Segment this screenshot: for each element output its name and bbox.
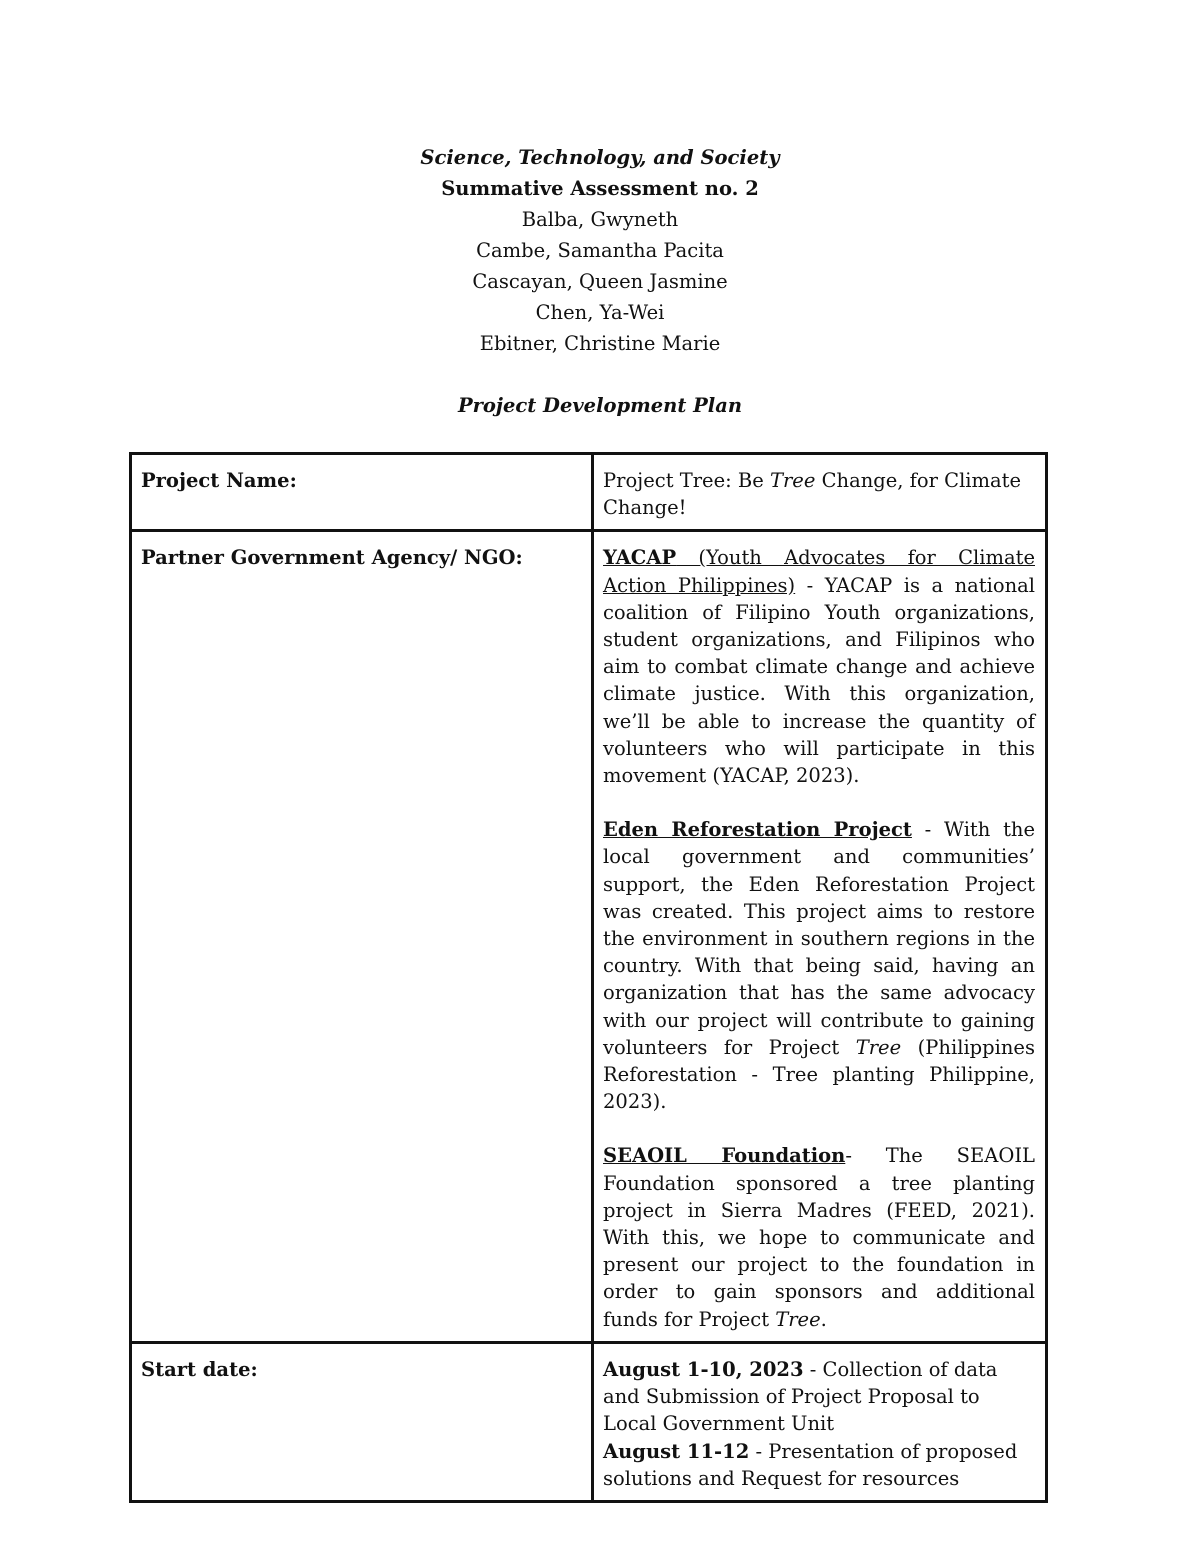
member-name: Cambe, Samantha Pacita xyxy=(476,239,724,262)
seaoil-description: - The SEAOIL Foundation sponsored a tree planting project in Sierra Madres (FEED, 2021). With this, we hope to communicate and present our project to the foundation in order to gain sponsors and additional funds for Project xyxy=(603,1144,1035,1331)
partner-eden xyxy=(603,816,1035,1115)
eden-description-end: (Philippines Reforestation - Tree planting Philippine, 2023). xyxy=(603,1035,1035,1114)
member-name: Ebitner, Christine Marie xyxy=(479,332,721,355)
project-name-text-end: Change, for Climate Change! xyxy=(603,469,1022,520)
partner-label: Partner Government Agency/ NGO: xyxy=(131,531,593,1342)
project-name-text: Project Tree: Be xyxy=(603,469,770,492)
project-plan-table xyxy=(129,452,1048,1503)
partner-value xyxy=(593,531,1047,1342)
project-name-value xyxy=(593,454,1047,531)
yacap-name: YACAP xyxy=(603,546,677,570)
document-header xyxy=(0,142,1200,421)
table-row xyxy=(131,1342,1047,1501)
start-date-value xyxy=(593,1342,1047,1501)
start-date-item xyxy=(603,1438,1035,1492)
seaoil-italic: Tree xyxy=(775,1307,821,1331)
member-name: Chen, Ya-Wei xyxy=(535,301,665,324)
plan-title: Project Development Plan xyxy=(457,394,743,417)
partner-yacap xyxy=(603,544,1035,789)
start-date-item xyxy=(603,1356,1035,1438)
project-name-italic: Tree xyxy=(769,469,816,492)
seaoil-name: SEAOIL Foundation xyxy=(603,1144,846,1168)
start-date-label: Start date: xyxy=(131,1342,593,1501)
yacap-description: - YACAP is a national coalition of Filipino Youth organizations, student organizations, and Filipinos who aim to combat climate change and achieve climate justice. With this organization, we’ll be able to increase the quantity of volunteers who will participate in this movement (YACAP, 2023). xyxy=(603,573,1035,788)
start-date-date: August 1-10, 2023 xyxy=(603,1357,804,1381)
eden-description: - With the local government and communities’ support, the Eden Reforestation Project was created. This project aims to restore the environment in southern regions in the country. With that being said, having an organization that has the same advocacy with our project will contribute to gaining volunteers for Project xyxy=(603,818,1036,1059)
table-row xyxy=(131,454,1047,531)
start-date-date: August 11-12 xyxy=(603,1439,750,1463)
start-date-text: - Presentation of proposed solutions and Request for resources xyxy=(603,1439,1018,1490)
eden-italic: Tree xyxy=(855,1035,902,1059)
course-title: Science, Technology, and Society xyxy=(420,146,780,169)
member-name: Cascayan, Queen Jasmine xyxy=(472,270,728,293)
partner-seaoil xyxy=(603,1142,1035,1332)
seaoil-description-end: . xyxy=(820,1307,827,1331)
yacap-fullname: (Youth Advocates for Climate Action Philippines) xyxy=(603,546,1035,597)
assessment-title: Summative Assessment no. 2 xyxy=(441,177,759,200)
member-name: Balba, Gwyneth xyxy=(521,208,679,231)
table-row xyxy=(131,531,1047,1342)
eden-name: Eden Reforestation Project xyxy=(603,818,912,842)
project-name-label: Project Name: xyxy=(131,454,593,531)
start-date-text: - Collection of data and Submission of Project Proposal to Local Government Unit xyxy=(603,1357,998,1436)
